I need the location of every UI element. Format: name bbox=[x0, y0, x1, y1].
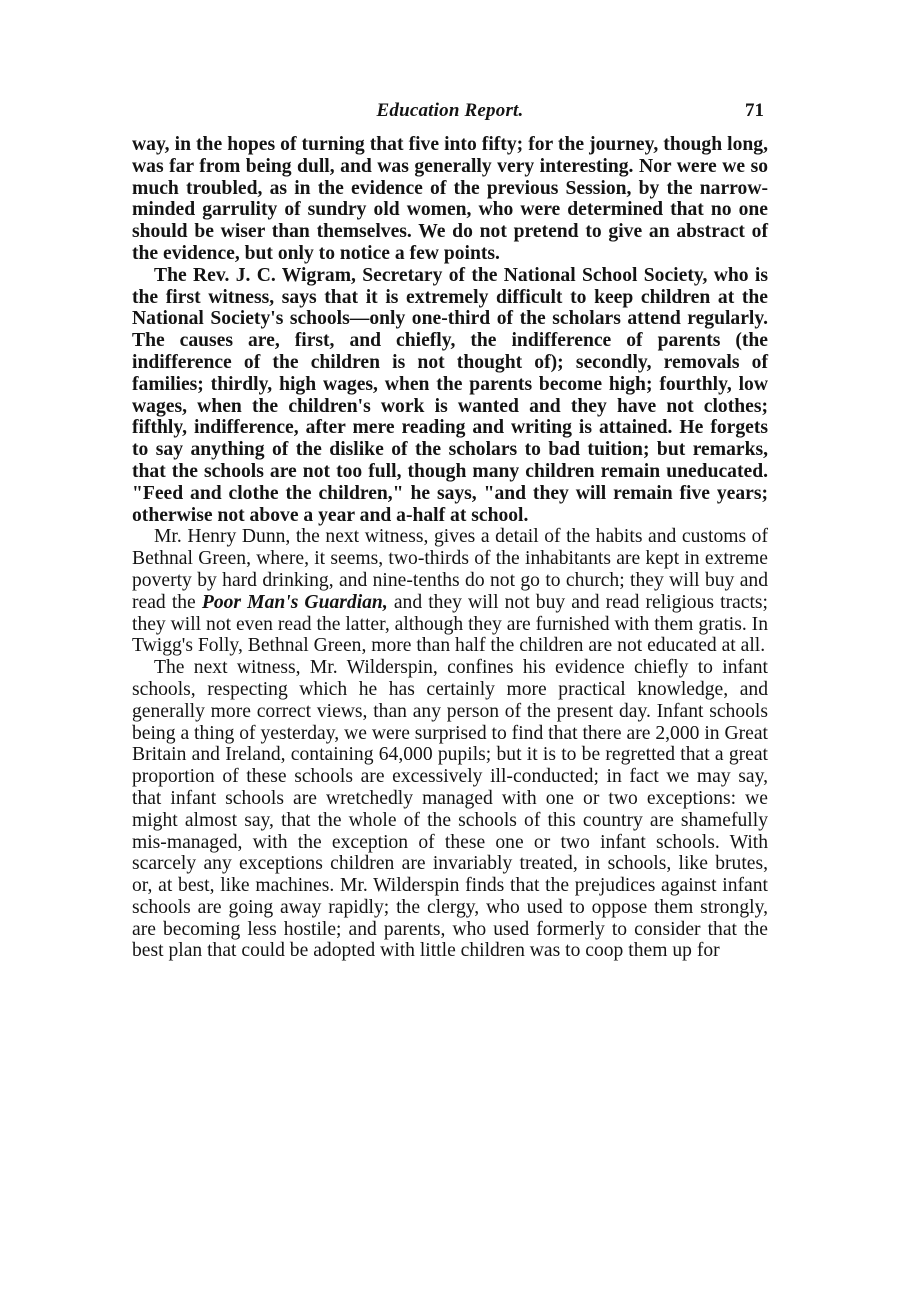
document-page bbox=[132, 100, 768, 962]
page-number: 71 bbox=[745, 100, 764, 121]
paragraph-2: The Rev. J. C. Wigram, Secretary of the National School Society, who is the first witness, says that it is extremely difficult to keep children at the National Society's schools—only one-third of the scholars attend regularly. The causes are, first, and chiefly, the indifference of parents (the indifference of the children is not thought of); secondly, removals of families; thirdly, high wages, when the parents become high; fourthly, low wages, when the children's work is wanted and they have not clothes; fifthly, indifference, after mere reading and writing is attained. He forgets to say anything of the dislike of the scholars to bad tuition; but remarks, that the schools are not too full, though many children remain uneducated. "Feed and clothe the children," he says, "and they will remain five years; otherwise not above a year and a-half at school. bbox=[132, 264, 768, 526]
paragraph-4: The next witness, Mr. Wilderspin, confines his evidence chiefly to infant schools, respecting which he has certainly more practical knowledge, and generally more correct views, than any person of the present day. Infant schools being a thing of yesterday, we were surprised to find that there are 2,000 in Great Britain and Ireland, containing 64,000 pupils; but it is to be regretted that a great proportion of these schools are excessively ill-conducted; in fact we may say, that infant schools are wretchedly managed with one or two exceptions: we might almost say, that the whole of the schools of this country are shamefully mis-managed, with the exception of these one or two infant schools. With scarcely any exceptions children are invariably treated, in schools, like brutes, or, at best, like machines. Mr. Wilderspin finds that the prejudices against infant schools are going away rapidly; the clergy, who used to oppose them strongly, are becoming less hostile; and parents, who used formerly to consider that the best plan that could be adopted with little children was to coop them up for bbox=[132, 657, 768, 962]
running-title: Education Report. bbox=[376, 100, 524, 121]
paragraph-3-text-before: Mr. Henry Dunn, the next witness, gives a detail of the habits and customs of Bethnal Green, where, it seems, two-thirds of the inhabitants are kept in extreme poverty by hard drinking, and nine-tenths do not go to church; they will buy and read the bbox=[132, 526, 768, 613]
running-header bbox=[132, 100, 768, 134]
body-text bbox=[132, 134, 768, 962]
journal-title-italic: Poor Man's Guardian, bbox=[201, 591, 388, 613]
paragraph-3-text-after: and they will not buy and read religious tracts; they will not even read the latter, although they are furnished with them gratis. In Twigg's Folly, Bethnal Green, more than half the children are not educated at all. bbox=[132, 591, 768, 657]
paragraph-3 bbox=[132, 526, 768, 657]
paragraph-1: way, in the hopes of turning that five into fifty; for the journey, though long, was far from being dull, and was generally very interesting. Nor were we so much troubled, as in the evidence of the previous Session, by the narrow-minded garrulity of sundry old women, who were determined that no one should be wiser than themselves. We do not pretend to give an abstract of the evidence, but only to notice a few points. bbox=[132, 134, 768, 264]
